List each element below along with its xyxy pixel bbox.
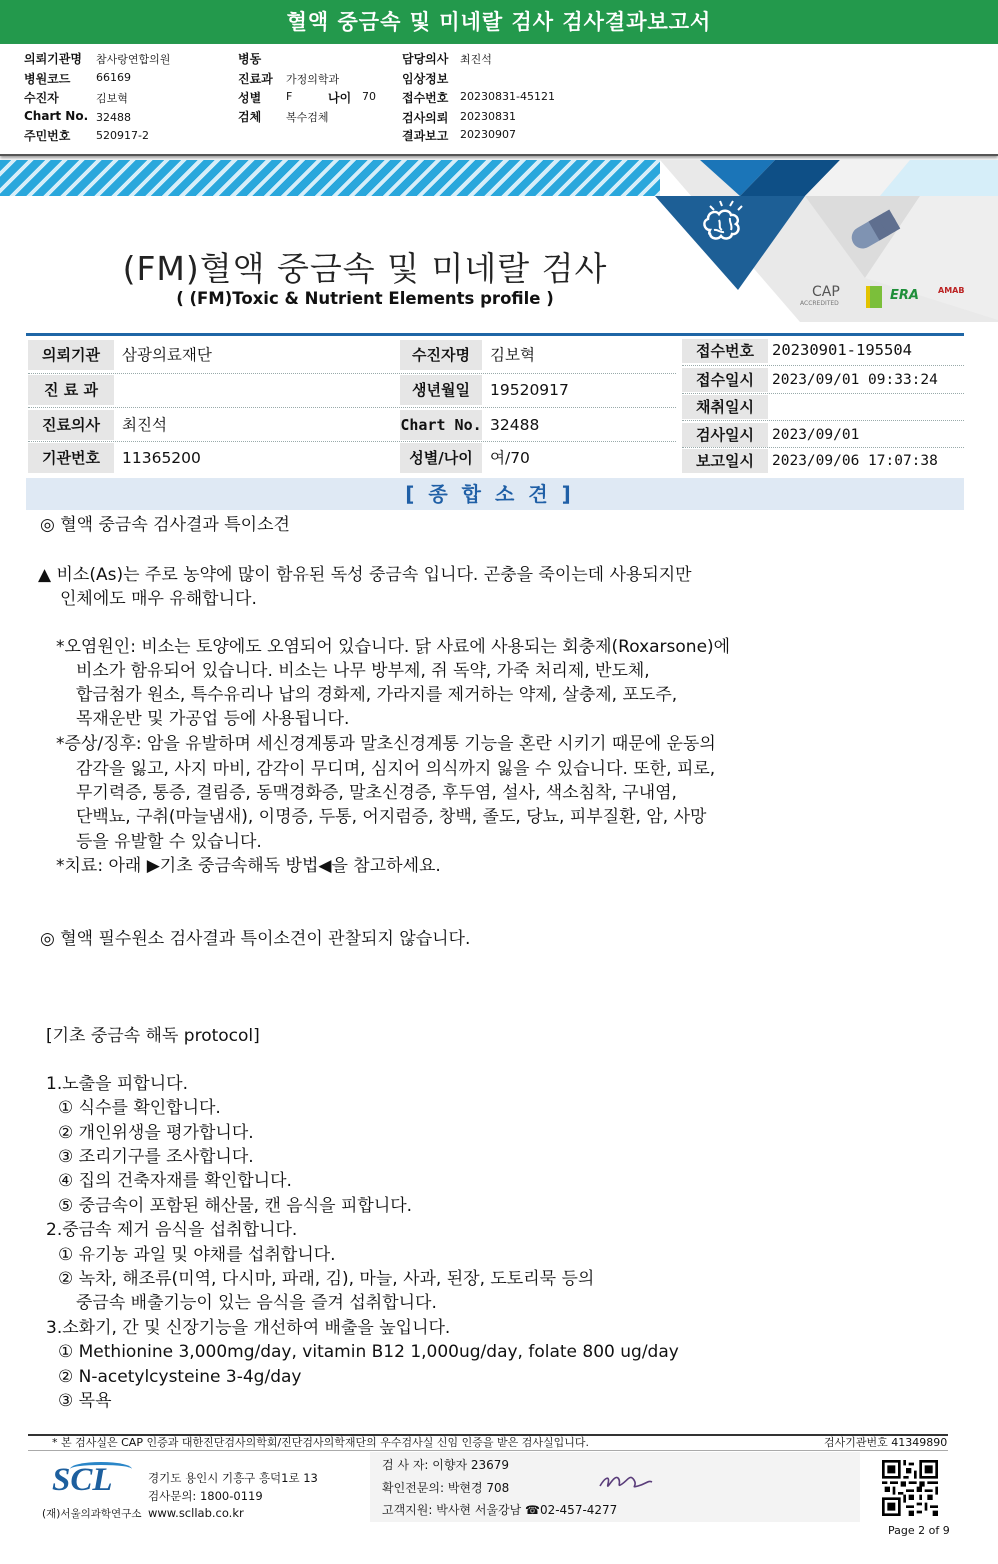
summary-line: *오염원인: 비소는 토양에도 오염되어 있습니다. 닭 사료에 사용되는 회충제(Roxarsone)에 (56, 637, 731, 657)
cap-logo: CAP (812, 284, 840, 300)
value-receipt-no: 20230901-195504 (772, 341, 912, 359)
age-value: 70 (362, 90, 376, 103)
header-label: 검체 (238, 110, 262, 124)
header-value: 66169 (96, 71, 131, 84)
label-requesting-org: 의뢰기관 (28, 340, 114, 370)
label-receipt-datetime: 접수일시 (682, 368, 768, 392)
protocol-item: ④ 집의 건축자재를 확인합니다. (58, 1171, 292, 1191)
protocol-item: ① Methionine 3,000mg/day, vitamin B12 1,000ug/day, folate 800 ug/day (58, 1342, 679, 1362)
protocol-item: ② N-acetylcysteine 3-4g/day (58, 1367, 302, 1387)
footer-inst-no: 검사기관번호 41349890 (824, 1436, 948, 1449)
protocol-item: ③ 목욕 (58, 1391, 112, 1411)
header-value: 20230831-45121 (460, 90, 555, 103)
header-label: 주민번호 (24, 129, 71, 143)
header-label: Chart No. (24, 109, 89, 123)
value-chart-no: 32488 (490, 416, 540, 434)
header-label: 성별 (238, 91, 262, 105)
summary-line: 비소가 함유되어 있습니다. 비소는 나무 방부제, 쥐 독약, 가죽 처리제, 반도체, (76, 661, 650, 681)
value-birthdate: 19520917 (490, 381, 569, 399)
value-patient-name: 김보혁 (490, 346, 535, 364)
protocol-step: 2.중금속 제거 음식을 섭취합니다. (46, 1220, 298, 1240)
summary-line: 인체에도 매우 유해합니다. (60, 589, 257, 609)
value-sex-age: 여/70 (490, 449, 530, 467)
label-physician: 진료의사 (28, 410, 114, 440)
header-value: 20230831 (460, 110, 516, 123)
label-birthdate: 생년월일 (400, 375, 482, 405)
tester-info: 검 사 자: 이향자 23679 (382, 1458, 510, 1472)
label-receipt-no: 접수번호 (682, 339, 768, 363)
header-label: 접수번호 (402, 91, 449, 105)
summary-line: 목재운반 및 가공업 등에 사용됩니다. (76, 709, 350, 729)
age-label: 나이 (328, 91, 352, 105)
label-patient-name: 수진자명 (400, 340, 482, 370)
doctor-info: 확인전문의: 박현경 708 (382, 1481, 510, 1495)
header-value: F (286, 90, 293, 103)
protocol-item: ② 녹차, 해조류(미역, 다시마, 파래, 김), 마늘, 사과, 된장, 도토리묵 등의 (58, 1269, 595, 1289)
header-value: 복수검체 (286, 111, 329, 124)
cap-logo-sub: ACCREDITED (800, 300, 839, 307)
protocol-heading: [기초 중금속 해독 protocol] (46, 1026, 260, 1046)
header-value: 참사랑연합의원 (96, 53, 171, 66)
header-label: 담당의사 (402, 52, 449, 66)
decorative-stripe (0, 160, 660, 196)
accreditation-mark-logo (866, 286, 882, 308)
label-institution-no: 기관번호 (28, 443, 114, 473)
label-department: 진 료 과 (28, 375, 114, 405)
protocol-item: 중금속 배출기능이 있는 음식을 즐겨 섭취합니다. (76, 1293, 437, 1313)
value-receipt-datetime: 2023/09/01 09:33:24 (772, 372, 938, 388)
summary-line: ◎ 혈액 중금속 검사결과 특이소견 (40, 515, 290, 535)
summary-line: *치료: 아래 ▶기초 중금속해독 방법◀을 참고하세요. (56, 856, 441, 876)
summary-line: ◎ 혈액 필수원소 검사결과 특이소견이 관찰되지 않습니다. (40, 929, 471, 949)
header-label: 검사의뢰 (402, 111, 449, 125)
label-sex-age: 성별/나이 (400, 443, 482, 473)
header-value: 김보혁 (96, 92, 128, 105)
label-chart-no: Chart No. (400, 410, 482, 440)
protocol-item: ⑤ 중금속이 포함된 해산물, 캔 음식을 피합니다. (58, 1196, 413, 1216)
protocol-item: ① 유기농 과일 및 야채를 섭취합니다. (58, 1245, 336, 1265)
lab-name: (재)서울의과학연구소 (42, 1508, 142, 1520)
summary-line: 단백뇨, 구취(마늘냄새), 이명증, 두통, 어지럼증, 창백, 졸도, 당뇨, 피부질환, 암, 사망 (76, 807, 707, 827)
value-requesting-org: 삼광의료재단 (122, 346, 212, 364)
signature-image (596, 1468, 656, 1496)
header-label: 의뢰기관명 (24, 52, 82, 66)
lab-phone: 검사문의: 1800-0119 (148, 1489, 263, 1503)
label-collection-datetime: 채취일시 (682, 395, 768, 419)
capsule-icon (844, 208, 904, 254)
header-label: 병원코드 (24, 72, 71, 86)
header-label: 결과보고 (402, 129, 449, 143)
protocol-step: 1.노출을 피합니다. (46, 1074, 188, 1094)
lab-website: www.scllab.co.kr (148, 1506, 244, 1520)
header-value: 32488 (96, 111, 131, 124)
lab-address: 경기도 용인시 기흥구 흥덕1로 13 (148, 1471, 318, 1485)
protocol-item: ① 식수를 확인합니다. (58, 1098, 221, 1118)
summary-line: 무기력증, 통증, 결림증, 동맥경화증, 말초신경증, 후두염, 설사, 색소침착, 구내염, (76, 783, 677, 803)
protocol-item: ③ 조리기구를 조사합니다. (58, 1147, 254, 1167)
label-report-datetime: 보고일시 (682, 449, 768, 473)
page-number: Page 2 of 9 (888, 1524, 950, 1537)
header-label: 임상정보 (402, 72, 449, 86)
amab-logo: AMAB (938, 286, 965, 295)
summary-line: 합금첨가 원소, 특수유리나 납의 경화제, 가라지를 제거하는 약제, 살충제, 포도주, (76, 685, 678, 705)
scl-logo: SCL (52, 1462, 113, 1498)
report-title: (FM)혈액 중금속 및 미네랄 검사 (122, 249, 608, 288)
header-value: 520917-2 (96, 129, 149, 142)
summary-line: ▲ 비소(As)는 주로 농약에 많이 함유된 독성 중금속 입니다. 곤충을 죽이는데 사용되지만 (38, 565, 692, 585)
header-value: 20230907 (460, 128, 516, 141)
summary-line: 감각을 잃고, 사지 마비, 감각이 무디며, 심지어 의식까지 잃을 수 있습니다. 또한, 피로, (76, 759, 716, 779)
header-label: 수진자 (24, 91, 59, 105)
summary-heading: [종합소견] (26, 478, 964, 510)
summary-line: 등을 유발할 수 있습니다. (76, 832, 262, 852)
summary-line: *증상/징후: 암을 유발하며 세신경계통과 말초신경계통 기능을 혼란 시키기 때문에 운동의 (56, 734, 716, 754)
report-subtitle: ( (FM)Toxic & Nutrient Elements profile ) (176, 289, 554, 308)
footer-note: * 본 검사실은 CAP 인증과 대한진단검사의학회/진단검사의학재단의 우수검사실 신임 인증을 받은 검사실입니다. (52, 1436, 590, 1449)
protocol-step: 3.소화기, 간 및 신장기능을 개선하여 배출을 높입니다. (46, 1318, 451, 1338)
value-test-datetime: 2023/09/01 (772, 427, 860, 443)
value-report-datetime: 2023/09/06 17:07:38 (772, 453, 938, 469)
label-test-datetime: 검사일시 (682, 423, 768, 447)
header-value: 최진석 (460, 53, 492, 66)
header-label: 진료과 (238, 72, 273, 86)
table-top-rule (26, 333, 964, 336)
scl-logo-swoosh (70, 1462, 132, 1476)
protocol-item: ② 개인위생을 평가합니다. (58, 1123, 254, 1143)
support-info: 고객지원: 박사현 서울강남 ☎02-457-4277 (382, 1503, 618, 1517)
qr-code-icon (882, 1460, 938, 1516)
header-info-panel (0, 44, 998, 156)
value-physician: 최진석 (122, 416, 167, 434)
era-logo: ERA (890, 288, 919, 303)
report-header-bar: 혈액 중금속 및 미네랄 검사 검사결과보고서 (0, 0, 998, 44)
header-label: 병동 (238, 52, 262, 66)
value-institution-no: 11365200 (122, 449, 201, 467)
header-value: 가정의학과 (286, 73, 340, 86)
